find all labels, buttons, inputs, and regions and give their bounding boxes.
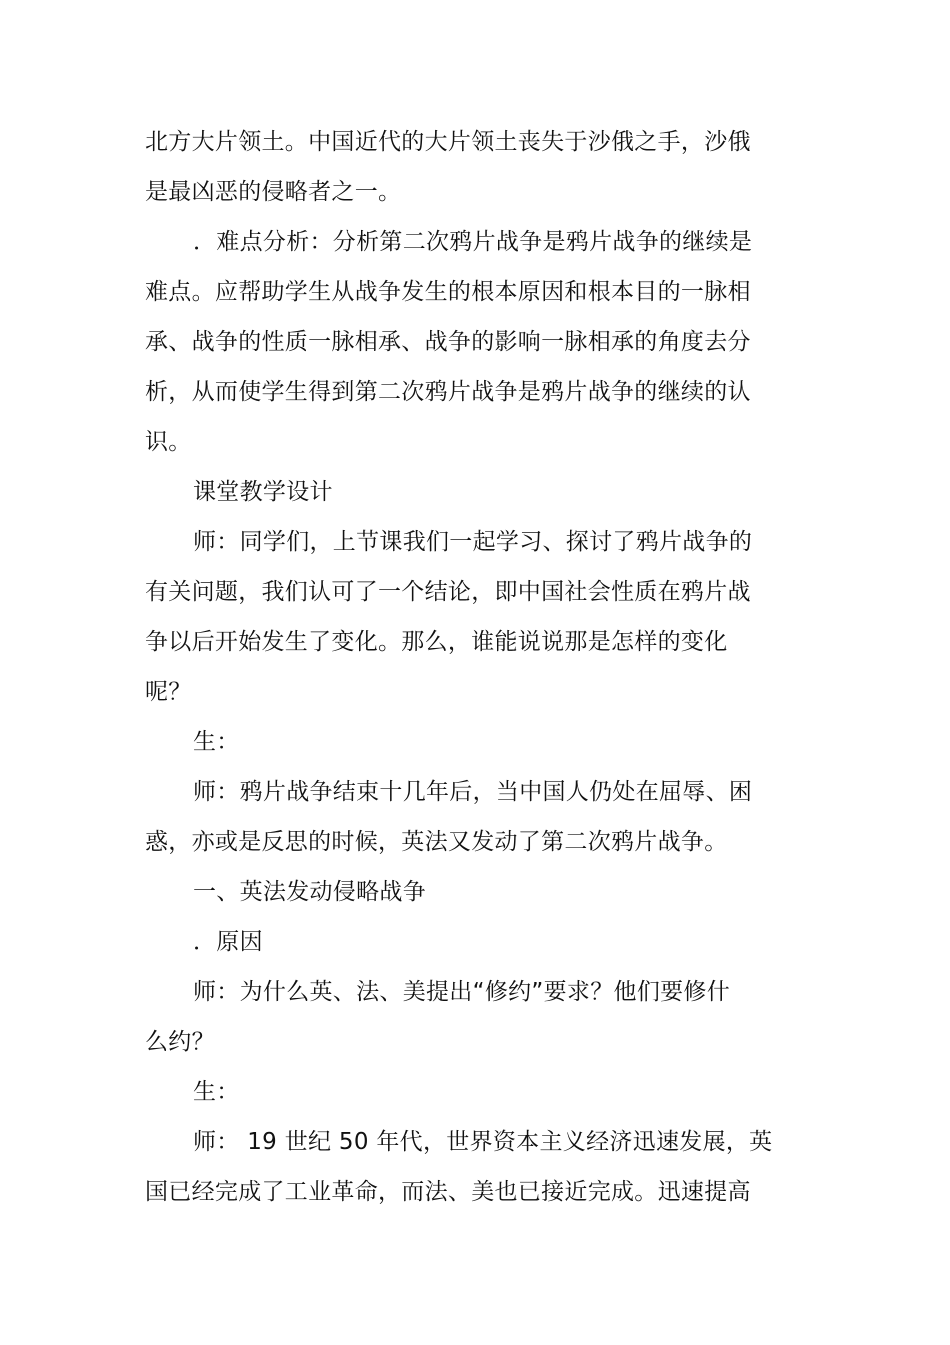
text-line: 有关问题，我们认可了一个结论，即中国社会性质在鸦片战 bbox=[145, 579, 751, 605]
text-line: 难点。应帮助学生从战争发生的根本原因和根本目的一脉相 bbox=[145, 279, 751, 305]
text-line: 师：鸦片战争结束十几年后，当中国人仍处在屈辱、困 bbox=[193, 779, 753, 805]
text-line: 师：为什么英、法、美提出“修约”要求？他们要修什 bbox=[193, 979, 731, 1005]
text-line: 呢？ bbox=[145, 679, 192, 705]
text-line: 析，从而使学生得到第二次鸦片战争是鸦片战争的继续的认 bbox=[145, 379, 751, 405]
text-line: 承、战争的性质一脉相承、战争的影响一脉相承的角度去分 bbox=[145, 329, 751, 355]
text-line: 识。 bbox=[145, 429, 192, 455]
subsection-heading: ．原因 bbox=[193, 929, 263, 955]
section-heading: 课堂教学设计 bbox=[193, 479, 333, 505]
section-heading: 一、英法发动侵略战争 bbox=[193, 879, 426, 905]
text-line: 惑，亦或是反思的时候，英法又发动了第二次鸦片战争。 bbox=[145, 829, 728, 855]
text-line: 么约？ bbox=[145, 1029, 215, 1055]
text-line: 生： bbox=[193, 1079, 240, 1105]
text-line: 师：同学们，上节课我们一起学习、探讨了鸦片战争的 bbox=[193, 529, 753, 555]
text-line: 国已经完成了工业革命，而法、美也已接近完成。迅速提高 bbox=[145, 1179, 751, 1205]
text-line: ．难点分析：分析第二次鸦片战争是鸦片战争的继续是 bbox=[193, 229, 753, 255]
text-line: 生： bbox=[193, 729, 240, 755]
text-line: 是最凶恶的侵略者之一。 bbox=[145, 179, 402, 205]
text-line: 北方大片领土。中国近代的大片领土丧失于沙俄之手，沙俄 bbox=[145, 129, 751, 155]
text-line: 争以后开始发生了变化。那么，谁能说说那是怎样的变化 bbox=[145, 629, 728, 655]
text-line: 师： 19 世纪 50 年代，世界资本主义经济迅速发展，英 bbox=[193, 1129, 773, 1155]
